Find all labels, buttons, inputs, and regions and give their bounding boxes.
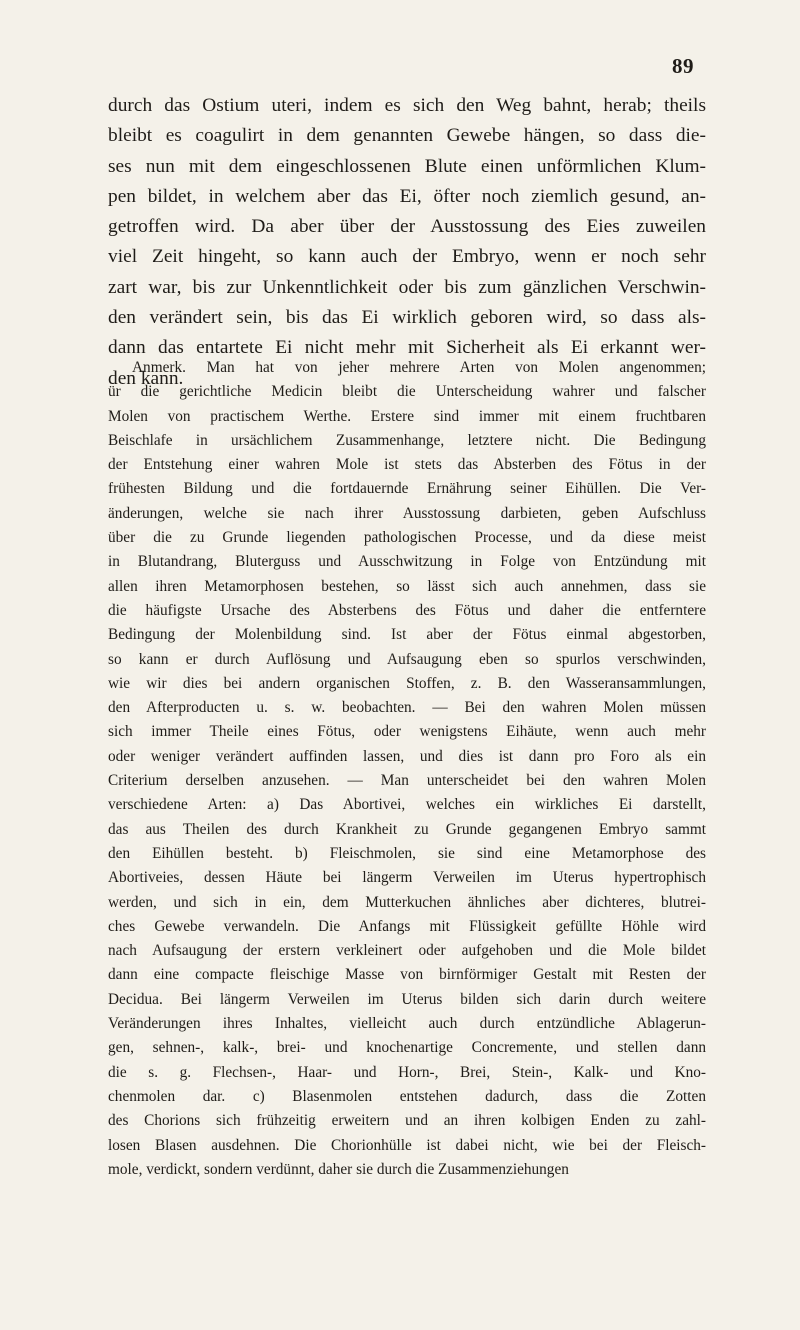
main-line: pen bildet, in welchem aber das Ei, öfter noch ziemlich gesund, an-: [108, 185, 706, 207]
note-line: Veränderungen ihres Inhaltes, vielleicht auch durch entzündliche Ablagerun-: [108, 1015, 706, 1033]
note-line: Bedingung der Molenbildung sind. Ist aber der Fötus einmal abgestorben,: [108, 626, 706, 644]
note-line: Beischlafe in ursächlichem Zusammenhange, letztere nicht. Die Bedingung: [108, 431, 706, 449]
note-line: sich immer Theile eines Fötus, oder wenigstens Eihäute, wenn auch mehr: [108, 723, 706, 741]
note-line: Molen von practischem Werthe. Erstere sind immer mit einem fruchtbaren: [108, 407, 706, 425]
note-line: ches Gewebe verwandeln. Die Anfangs mit Flüssigkeit gefüllte Höhle wird: [108, 917, 706, 935]
note-line: frühesten Bildung und die fortdauernde Ernährung seiner Eihüllen. Die Ver-: [108, 480, 706, 498]
note-line: allen ihren Metamorphosen bestehen, so lässt sich auch annehmen, dass sie: [108, 577, 706, 595]
main-line: viel Zeit hingeht, so kann auch der Embryo, wenn er noch sehr: [108, 246, 706, 268]
note-line: die häufigste Ursache des Absterbens des Fötus und daher die entferntere: [108, 601, 706, 619]
note-line: nach Aufsaugung der erstern verkleinert oder aufgehoben und die Mole bildet: [108, 942, 706, 960]
main-paragraph: [108, 91, 706, 394]
note-line: chenmolen dar. c) Blasenmolen entstehen dadurch, dass die Zotten: [108, 1087, 706, 1105]
note-line: den Afterproducten u. s. w. beobachten. — Bei den wahren Molen müssen: [108, 699, 706, 717]
main-line: bleibt es coagulirt in dem genannten Gewebe hängen, so dass die-: [108, 125, 706, 147]
note-line: wie wir dies bei andern organischen Stoffen, z. B. den Wasseransammlungen,: [108, 674, 706, 692]
main-line: getroffen wird. Da aber über der Ausstossung des Eies zuweilen: [108, 216, 706, 238]
note-line: mole, verdickt, sondern verdünnt, daher sie durch die Zusammenziehungen: [108, 1160, 569, 1178]
note-line: gen, sehnen-, kalk-, brei- und knochenartige Concremente, und stellen dann: [108, 1039, 706, 1057]
note-line: werden, und sich in ein, dem Mutterkuchen ähnliches aber dichteres, blutrei-: [108, 893, 706, 911]
note-line: ür die gerichtliche Medicin bleibt die Unterscheidung wahrer und falscher: [108, 383, 706, 401]
page-number: 89: [672, 54, 694, 78]
main-line: ses nun mit dem eingeschlossenen Blute einen unförmlichen Klum-: [108, 155, 706, 177]
main-line: den verändert sein, bis das Ei wirklich geboren wird, so dass als-: [108, 307, 706, 329]
main-line: durch das Ostium uteri, indem es sich den Weg bahnt, herab; theils: [108, 95, 706, 116]
note-line: verschiedene Arten: a) Das Abortivei, welches ein wirkliches Ei darstellt,: [108, 796, 706, 814]
main-line: den kann.: [108, 367, 184, 389]
main-line: zart war, bis zur Unkenntlichkeit oder bis zum gänzlichen Verschwin-: [108, 276, 706, 298]
note-line: losen Blasen ausdehnen. Die Chorionhülle ist dabei nicht, wie bei der Fleisch-: [108, 1136, 706, 1154]
note-line: oder weniger verändert auffinden lassen, und dies ist dann pro Foro als ein: [108, 747, 706, 765]
note-line: über die zu Grunde liegenden pathologischen Processe, und da diese meist: [108, 529, 706, 547]
note-line: den Eihüllen besteht. b) Fleischmolen, sie sind eine Metamorphose des: [108, 844, 706, 862]
note-line: die s. g. Flechsen-, Haar- und Horn-, Brei, Stein-, Kalk- und Kno-: [108, 1063, 706, 1081]
note-line: des Chorions sich frühzeitig erweitern und an ihren kolbigen Enden zu zahl-: [108, 1112, 706, 1130]
note-line: der Entstehung einer wahren Mole ist stets das Absterben des Fötus in der: [108, 456, 706, 474]
note-line: dann eine compacte fleischige Masse von birnförmiger Gestalt mit Resten der: [108, 966, 706, 984]
note-line: Criterium derselben anzusehen. — Man unterscheidet bei den wahren Molen: [108, 772, 706, 790]
note-line: änderungen, welche sie nach ihrer Ausstossung darbieten, geben Aufschluss: [108, 504, 706, 522]
note-line: Abortiveies, dessen Häute bei längerm Verweilen im Uterus hypertrophisch: [108, 869, 706, 887]
note-line: das aus Theilen des durch Krankheit zu Grunde gegangenen Embryo sammt: [108, 820, 706, 838]
annotation-note: [108, 356, 706, 1182]
note-line: so kann er durch Auflösung und Aufsaugung eben so spurlos verschwinden,: [108, 650, 706, 668]
main-line: dann das entartete Ei nicht mehr mit Sicherheit als Ei erkannt wer-: [108, 337, 706, 359]
note-line: Decidua. Bei längerm Verweilen im Uterus bilden sich darin durch weitere: [108, 990, 706, 1008]
note-line: Anmerk. Man hat von jeher mehrere Arten von Molen angenommen;: [132, 359, 706, 376]
note-line: in Blutandrang, Bluterguss und Ausschwitzung in Folge von Entzündung mit: [108, 553, 706, 571]
